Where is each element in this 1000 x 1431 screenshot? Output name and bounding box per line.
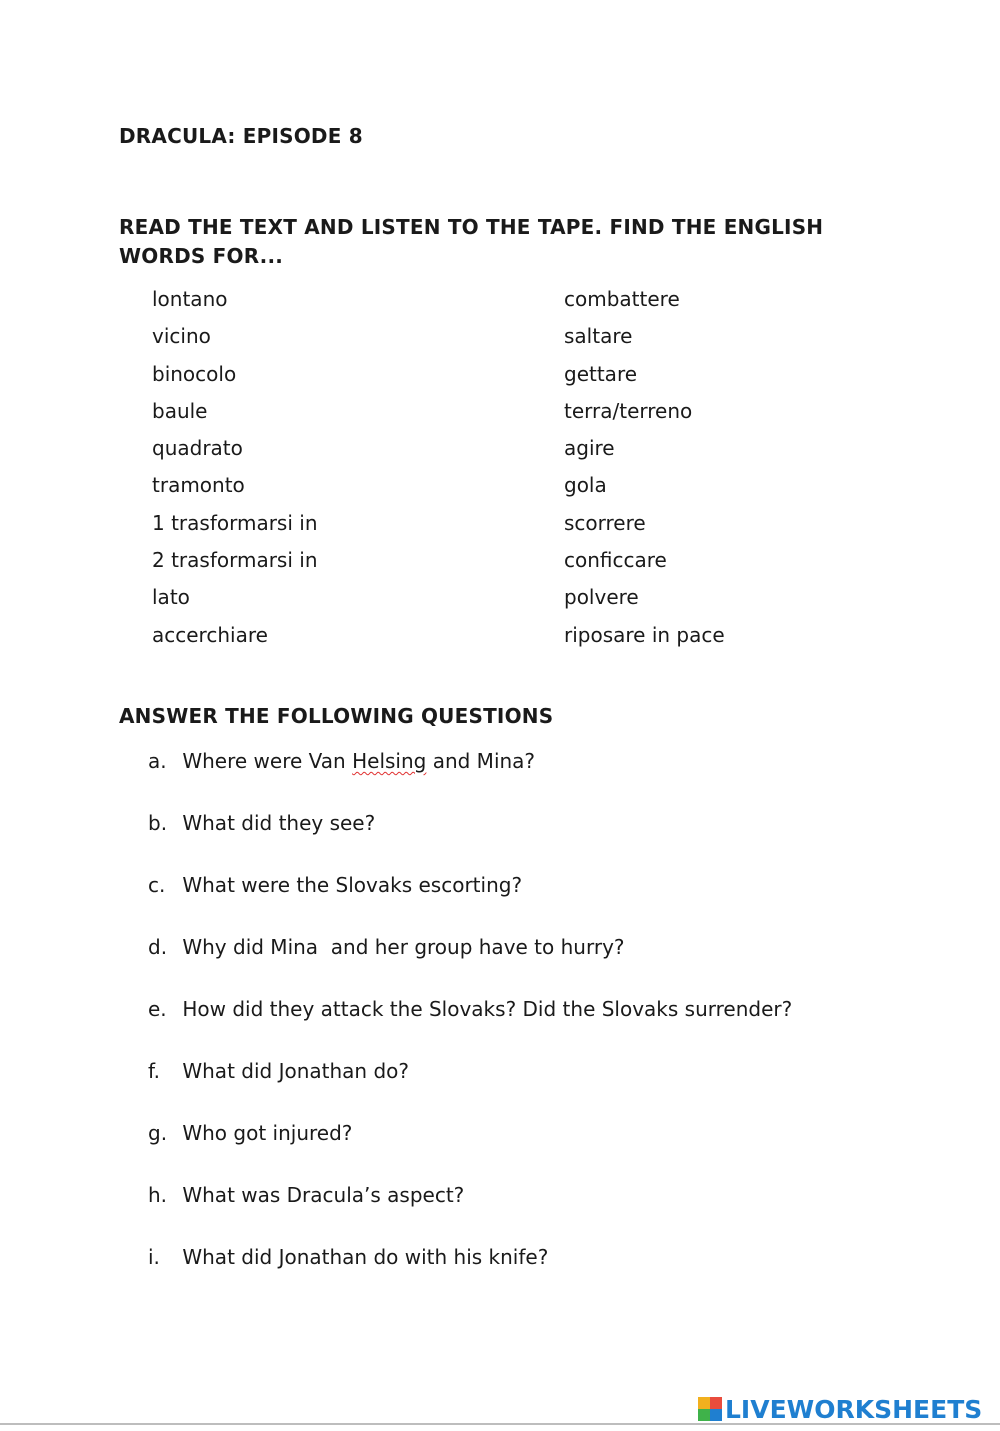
question-letter: e. [148,997,167,1021]
question-letter: c. [148,873,166,897]
footer-divider [0,1423,1000,1425]
vocab-item: gola [564,473,607,498]
question-item [148,1181,792,1243]
question-text: What was Dracula’s aspect? [182,1183,465,1207]
vocab-item: lontano [152,287,228,311]
vocab-item: 1 trasformarsi in [152,510,318,535]
logo-square-icon [710,1397,722,1409]
vocab-item: binocolo [152,361,237,386]
question-text: How did they attack the Slovaks? Did the Slovaks surrender? [182,997,793,1021]
vocab-item: baule [152,398,208,423]
question-item [148,809,792,871]
vocab-item: vicino [152,324,211,349]
vocab-item: scorrere [564,510,646,535]
vocab-instruction: READ THE TEXT AND LISTEN TO THE TAPE. FIND THE ENGLISH WORDS FOR... [119,215,824,268]
vocab-item: agire [564,436,615,461]
question-letter: d. [148,935,168,959]
vocab-list-left [152,285,318,658]
logo-square-icon [710,1409,722,1421]
questions-heading: ANSWER THE FOLLOWING QUESTIONS [119,704,554,728]
question-item [148,747,792,809]
question-text: What were the Slovaks escorting? [182,873,523,897]
vocab-item: accerchiare [152,622,268,647]
vocab-item: tramonto [152,473,245,498]
logo-square-icon [698,1397,710,1409]
question-item [148,1243,792,1305]
question-letter: f. [148,1059,160,1083]
question-text: Why did Mina and her group have to hurry? [182,935,625,959]
question-text: What did Jonathan do with his knife? [182,1245,549,1269]
vocab-item: terra/terreno [564,398,693,423]
question-letter: g. [148,1121,168,1145]
vocab-item: combattere [564,287,680,311]
brand-text: LIVEWORKSHEETS [725,1394,983,1424]
vocab-list-right [564,285,725,658]
vocab-item: polvere [564,585,639,610]
question-item [148,1119,792,1181]
question-letter: i. [148,1245,160,1269]
question-text: Where were Van [182,749,353,773]
liveworksheets-logo-icon [698,1397,722,1421]
question-letter: b. [148,811,168,835]
liveworksheets-brand[interactable] [698,1396,982,1422]
question-text: and Mina? [426,749,536,773]
question-letter: a. [148,749,167,773]
questions-list [148,747,792,1305]
question-item [148,871,792,933]
vocab-item: 2 trasformarsi in [152,548,318,573]
vocab-item: gettare [564,361,638,386]
vocab-item: lato [152,585,190,610]
vocab-item: saltare [564,324,633,349]
question-letter: h. [148,1183,168,1207]
question-text: What did they see? [182,811,376,835]
question-item [148,933,792,995]
question-item [148,995,792,1057]
vocab-item: riposare in pace [564,622,725,647]
vocab-item: quadrato [152,436,243,461]
question-text: What did Jonathan do? [182,1059,409,1083]
worksheet-title: DRACULA: EPISODE 8 [119,124,363,148]
logo-square-icon [698,1409,710,1421]
spellcheck-flagged-word: Helsing [352,749,427,773]
question-text: Who got injured? [182,1121,353,1145]
vocab-item: conficcare [564,548,667,573]
question-item [148,1057,792,1119]
